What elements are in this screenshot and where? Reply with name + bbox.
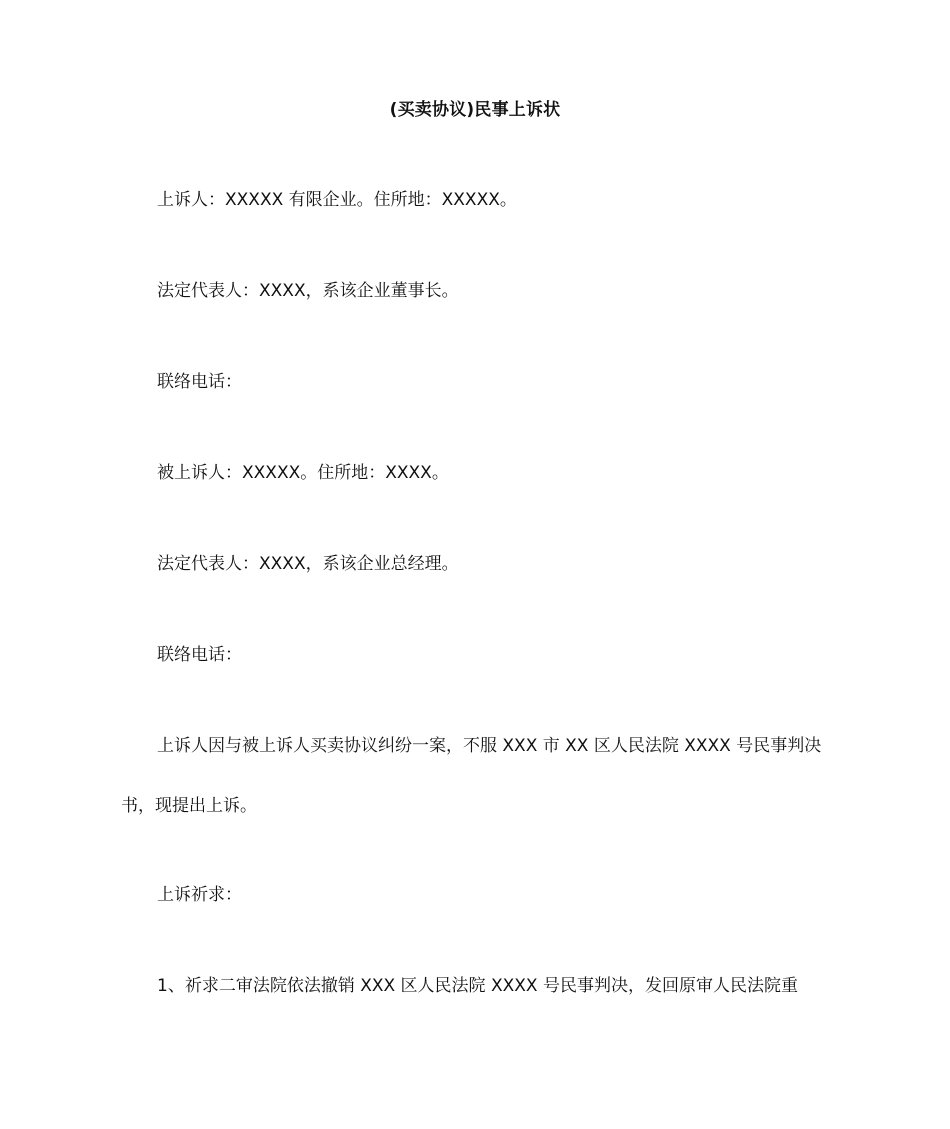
- paragraph-appellee-representative: 法定代表人：XXXX，系该企业总经理。: [157, 554, 459, 574]
- paragraph-appellee: 被上诉人：XXXXX。住所地：XXXX。: [157, 463, 449, 483]
- paragraph-appeal-request-1: 1、祈求二审法院依法撤销 XXX 区人民法院 XXXX 号民事判决，发回原审人民法院重: [157, 976, 798, 996]
- paragraph-case-statement: 上诉人因与被上诉人买卖协议纠纷一案，不服 XXX 市 XX 区人民法院 XXXX 号民事判决书，现提出上诉。: [121, 736, 822, 816]
- paragraph-appellee-phone: 联络电话：: [157, 645, 242, 665]
- document-title: (买卖协议)民事上诉状: [389, 100, 561, 120]
- paragraph-appellant: 上诉人：XXXXX 有限企业。住所地：XXXXX。: [157, 190, 517, 210]
- paragraph-appellant-phone: 联络电话：: [157, 372, 242, 392]
- paragraph-appellant-representative: 法定代表人：XXXX，系该企业董事长。: [157, 281, 459, 301]
- paragraph-appeal-requests-heading: 上诉祈求：: [157, 885, 242, 905]
